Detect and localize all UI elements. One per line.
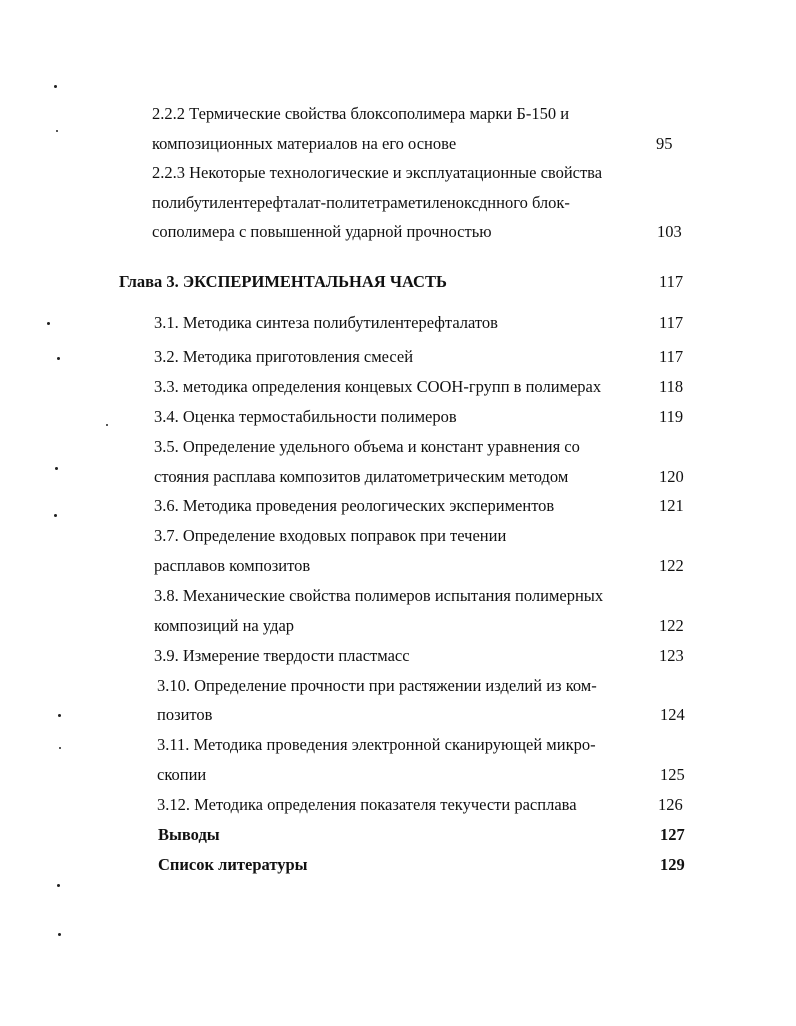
- toc-references: Список литературы: [158, 855, 308, 874]
- toc-entry-3-11-line-2: скопии: [157, 765, 207, 784]
- toc-entry-2-2-2-line-1: 2.2.2 Термические свойства блоксополимера марки Б-150 и: [152, 104, 570, 123]
- toc-page-3-11: 125: [660, 765, 685, 784]
- toc-entry-3-3: 3.3. методика определения концевых СООН-групп в полимерах: [154, 377, 602, 396]
- scan-speck: [58, 714, 61, 717]
- toc-page-3-8: 122: [659, 616, 684, 635]
- toc-entry-2-2-3-line-3: сополимера с повышенной ударной прочностью: [152, 222, 492, 241]
- toc-entry-3-7-line-2: расплавов композитов: [154, 556, 311, 575]
- toc-page-3-1: 117: [659, 313, 684, 332]
- toc-page-3-2: 117: [659, 347, 684, 366]
- toc-entry-3-1: 3.1. Методика синтеза полибутилентерефталатов: [154, 313, 498, 332]
- toc-page-3-4: 119: [659, 407, 684, 426]
- toc-entry-2-2-3-line-2: полибутилентерефталат-политетраметиленоксднного блок-: [152, 193, 570, 212]
- toc-entry-3-9: 3.9. Измерение твердости пластмасс: [154, 646, 410, 665]
- scan-speck: [106, 424, 108, 426]
- toc-page-conclusions: 127: [660, 825, 685, 844]
- scan-speck: [56, 130, 58, 132]
- toc-page-3-7: 122: [659, 556, 684, 575]
- scan-speck: [47, 322, 50, 325]
- toc-entry-2-2-2-line-2: композиционных материалов на его основе: [152, 134, 457, 153]
- toc-page-3-9: 123: [659, 646, 684, 665]
- toc-entry-3-8-line-1: 3.8. Механические свойства полимеров испытания полимерных: [154, 586, 604, 605]
- scan-speck: [54, 514, 57, 517]
- toc-entry-3-10-line-1: 3.10. Определение прочности при растяжении изделий из ком-: [157, 676, 597, 695]
- toc-page-3-5: 120: [659, 467, 684, 486]
- scan-speck: [59, 747, 61, 749]
- scan-speck: [57, 357, 60, 360]
- scan-speck: [57, 884, 60, 887]
- toc-page-3-6: 121: [659, 496, 684, 515]
- toc-entry-3-5-line-2: стояния расплава композитов дилатометрическим методом: [154, 467, 569, 486]
- toc-entry-2-2-3-line-1: 2.2.3 Некоторые технологические и эксплуатационные свойства: [152, 163, 603, 182]
- toc-page-2-2-3: 103: [657, 222, 682, 241]
- toc-entry-3-10-line-2: позитов: [157, 705, 213, 724]
- toc-page-references: 129: [660, 855, 685, 874]
- toc-page-3-3: 118: [659, 377, 684, 396]
- toc-page-2-2-2: 95: [656, 134, 673, 153]
- scan-speck: [55, 467, 58, 470]
- scan-speck: [58, 933, 61, 936]
- toc-page-3-10: 124: [660, 705, 685, 724]
- toc-entry-3-8-line-2: композиций на удар: [154, 616, 295, 635]
- toc-page-3-12: 126: [658, 795, 683, 814]
- toc-conclusions: Выводы: [158, 825, 220, 844]
- scan-speck: [54, 85, 57, 88]
- toc-entry-3-4: 3.4. Оценка термостабильности полимеров: [154, 407, 457, 426]
- toc-entry-3-5-line-1: 3.5. Определение удельного объема и констант уравнения со: [154, 437, 580, 456]
- toc-entry-3-6: 3.6. Методика проведения реологических экспериментов: [154, 496, 555, 515]
- toc-page-chapter-3: 117: [659, 272, 684, 291]
- toc-entry-3-7-line-1: 3.7. Определение входовых поправок при течении: [154, 526, 507, 545]
- toc-chapter-3-title: Глава 3. ЭКСПЕРИМЕНТАЛЬНАЯ ЧАСТЬ: [119, 272, 447, 291]
- toc-entry-3-2: 3.2. Методика приготовления смесей: [154, 347, 414, 366]
- toc-entry-3-11-line-1: 3.11. Методика проведения электронной сканирующей микро-: [157, 735, 596, 754]
- toc-entry-3-12: 3.12. Методика определения показателя текучести расплава: [157, 795, 577, 814]
